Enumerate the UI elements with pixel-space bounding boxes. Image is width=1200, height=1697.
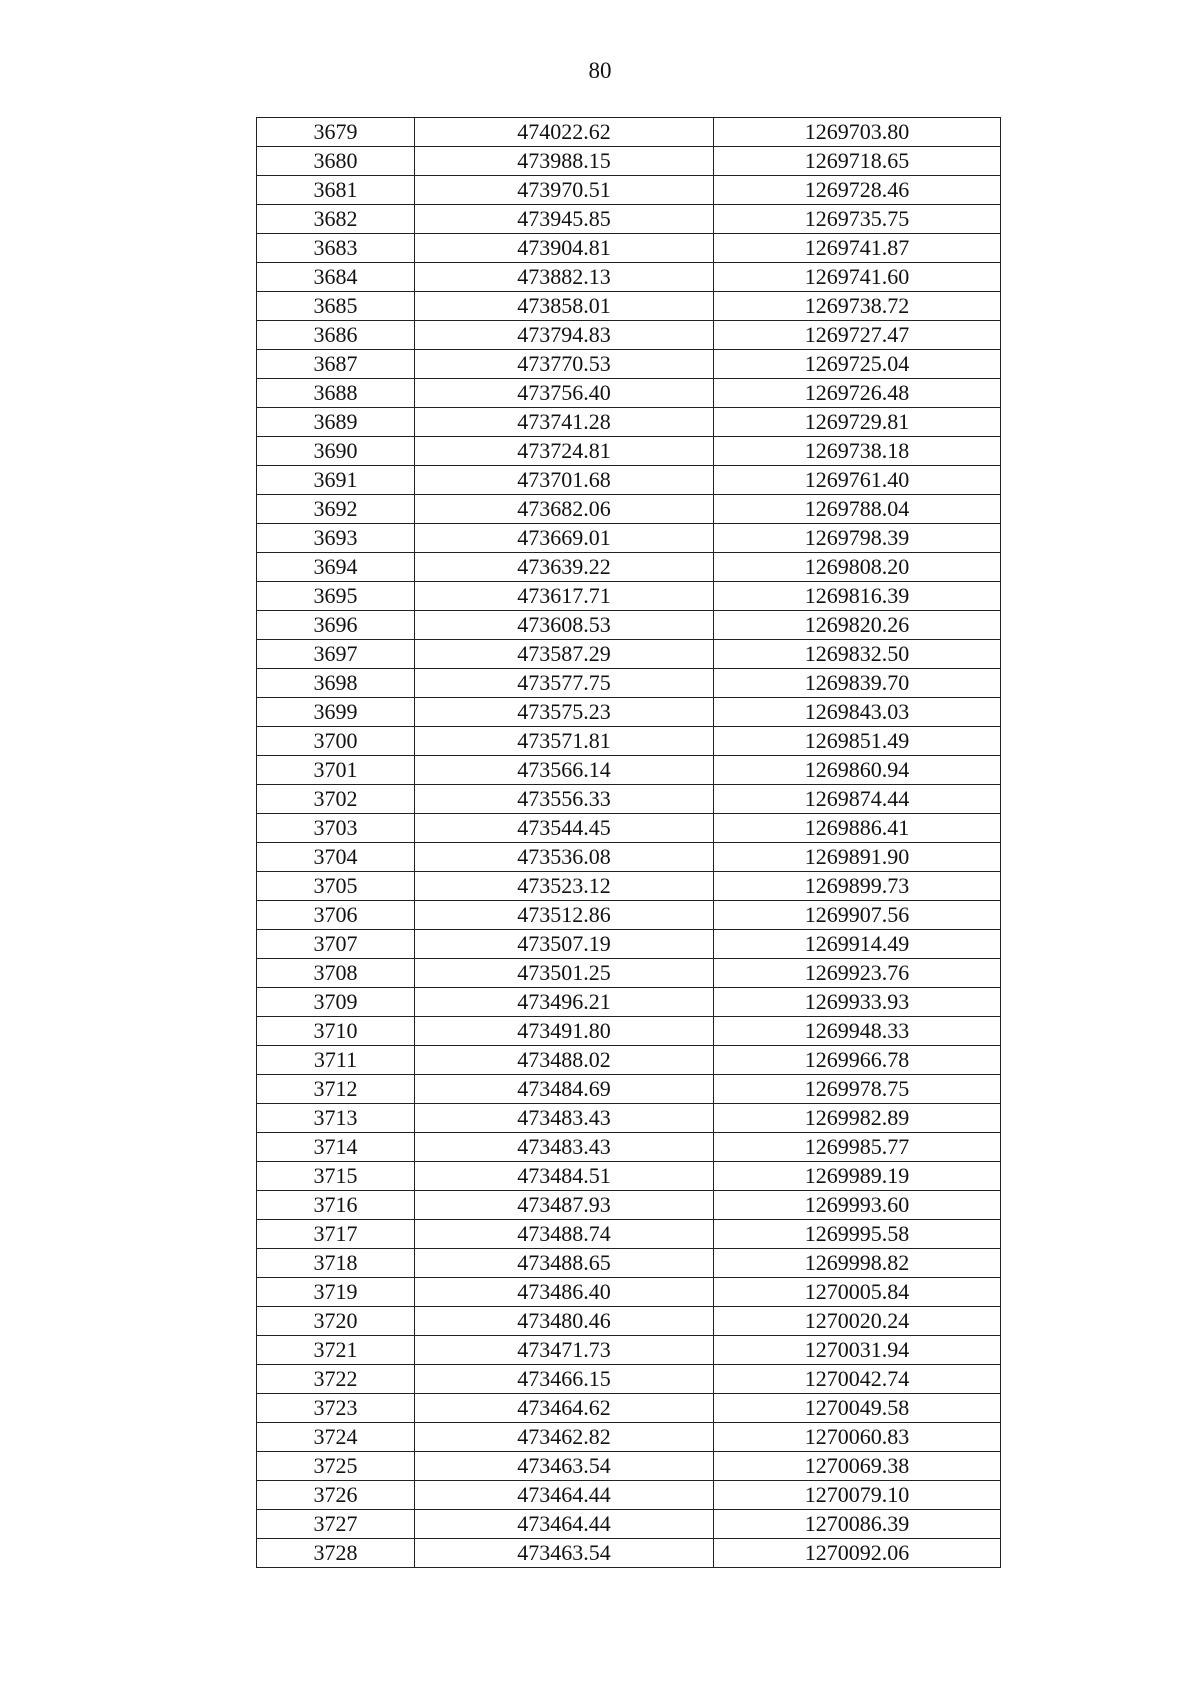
y-coordinate-cell: 1269891.90 [714, 843, 1001, 872]
y-coordinate-cell: 1269741.87 [714, 234, 1001, 263]
table-row [257, 553, 1001, 582]
table-row [257, 1162, 1001, 1191]
x-coordinate-cell: 473988.15 [415, 147, 714, 176]
y-coordinate-cell: 1269718.65 [714, 147, 1001, 176]
y-coordinate-cell: 1269914.49 [714, 930, 1001, 959]
table-row [257, 205, 1001, 234]
x-coordinate-cell: 473577.75 [415, 669, 714, 698]
table-row [257, 1133, 1001, 1162]
point-number-cell: 3716 [257, 1191, 415, 1220]
table-row [257, 1423, 1001, 1452]
x-coordinate-cell: 473463.54 [415, 1539, 714, 1568]
table-row [257, 1220, 1001, 1249]
point-number-cell: 3713 [257, 1104, 415, 1133]
x-coordinate-cell: 473501.25 [415, 959, 714, 988]
y-coordinate-cell: 1269726.48 [714, 379, 1001, 408]
y-coordinate-cell: 1270005.84 [714, 1278, 1001, 1307]
x-coordinate-cell: 473970.51 [415, 176, 714, 205]
y-coordinate-cell: 1269860.94 [714, 756, 1001, 785]
x-coordinate-cell: 473496.21 [415, 988, 714, 1017]
table-row [257, 698, 1001, 727]
table-row [257, 437, 1001, 466]
y-coordinate-cell: 1269725.04 [714, 350, 1001, 379]
y-coordinate-cell: 1269899.73 [714, 872, 1001, 901]
y-coordinate-cell: 1269982.89 [714, 1104, 1001, 1133]
y-coordinate-cell: 1270092.06 [714, 1539, 1001, 1568]
x-coordinate-cell: 473945.85 [415, 205, 714, 234]
point-number-cell: 3708 [257, 959, 415, 988]
table-row [257, 408, 1001, 437]
point-number-cell: 3722 [257, 1365, 415, 1394]
table-row [257, 988, 1001, 1017]
y-coordinate-cell: 1269933.93 [714, 988, 1001, 1017]
point-number-cell: 3686 [257, 321, 415, 350]
x-coordinate-cell: 473741.28 [415, 408, 714, 437]
point-number-cell: 3684 [257, 263, 415, 292]
y-coordinate-cell: 1269851.49 [714, 727, 1001, 756]
y-coordinate-cell: 1270042.74 [714, 1365, 1001, 1394]
x-coordinate-cell: 473756.40 [415, 379, 714, 408]
x-coordinate-cell: 473794.83 [415, 321, 714, 350]
x-coordinate-cell: 474022.62 [415, 118, 714, 147]
x-coordinate-cell: 473575.23 [415, 698, 714, 727]
x-coordinate-cell: 473483.43 [415, 1104, 714, 1133]
point-number-cell: 3712 [257, 1075, 415, 1104]
table-row [257, 495, 1001, 524]
x-coordinate-cell: 473770.53 [415, 350, 714, 379]
point-number-cell: 3704 [257, 843, 415, 872]
table-row [257, 1249, 1001, 1278]
y-coordinate-cell: 1269948.33 [714, 1017, 1001, 1046]
table-row [257, 524, 1001, 553]
point-number-cell: 3721 [257, 1336, 415, 1365]
table-row [257, 1307, 1001, 1336]
x-coordinate-cell: 473882.13 [415, 263, 714, 292]
x-coordinate-cell: 473556.33 [415, 785, 714, 814]
point-number-cell: 3701 [257, 756, 415, 785]
table-row [257, 582, 1001, 611]
point-number-cell: 3717 [257, 1220, 415, 1249]
point-number-cell: 3694 [257, 553, 415, 582]
point-number-cell: 3705 [257, 872, 415, 901]
coordinates-table [256, 117, 1001, 1568]
point-number-cell: 3688 [257, 379, 415, 408]
table-row [257, 1365, 1001, 1394]
y-coordinate-cell: 1269993.60 [714, 1191, 1001, 1220]
y-coordinate-cell: 1270020.24 [714, 1307, 1001, 1336]
x-coordinate-cell: 473471.73 [415, 1336, 714, 1365]
point-number-cell: 3706 [257, 901, 415, 930]
x-coordinate-cell: 473466.15 [415, 1365, 714, 1394]
point-number-cell: 3682 [257, 205, 415, 234]
table-row [257, 321, 1001, 350]
y-coordinate-cell: 1269738.72 [714, 292, 1001, 321]
y-coordinate-cell: 1269816.39 [714, 582, 1001, 611]
y-coordinate-cell: 1269843.03 [714, 698, 1001, 727]
y-coordinate-cell: 1270060.83 [714, 1423, 1001, 1452]
y-coordinate-cell: 1269798.39 [714, 524, 1001, 553]
table-row [257, 1017, 1001, 1046]
table-row [257, 1278, 1001, 1307]
point-number-cell: 3724 [257, 1423, 415, 1452]
y-coordinate-cell: 1269832.50 [714, 640, 1001, 669]
x-coordinate-cell: 473512.86 [415, 901, 714, 930]
table-row [257, 843, 1001, 872]
x-coordinate-cell: 473464.44 [415, 1510, 714, 1539]
table-row [257, 727, 1001, 756]
x-coordinate-cell: 473858.01 [415, 292, 714, 321]
point-number-cell: 3695 [257, 582, 415, 611]
point-number-cell: 3698 [257, 669, 415, 698]
x-coordinate-cell: 473487.93 [415, 1191, 714, 1220]
x-coordinate-cell: 473480.46 [415, 1307, 714, 1336]
point-number-cell: 3691 [257, 466, 415, 495]
x-coordinate-cell: 473463.54 [415, 1452, 714, 1481]
x-coordinate-cell: 473464.62 [415, 1394, 714, 1423]
x-coordinate-cell: 473536.08 [415, 843, 714, 872]
y-coordinate-cell: 1269735.75 [714, 205, 1001, 234]
table-row [257, 1104, 1001, 1133]
point-number-cell: 3728 [257, 1539, 415, 1568]
x-coordinate-cell: 473544.45 [415, 814, 714, 843]
point-number-cell: 3700 [257, 727, 415, 756]
x-coordinate-cell: 473488.65 [415, 1249, 714, 1278]
table-row [257, 234, 1001, 263]
table-row [257, 640, 1001, 669]
point-number-cell: 3715 [257, 1162, 415, 1191]
x-coordinate-cell: 473462.82 [415, 1423, 714, 1452]
point-number-cell: 3718 [257, 1249, 415, 1278]
x-coordinate-cell: 473488.02 [415, 1046, 714, 1075]
point-number-cell: 3711 [257, 1046, 415, 1075]
y-coordinate-cell: 1269995.58 [714, 1220, 1001, 1249]
x-coordinate-cell: 473904.81 [415, 234, 714, 263]
point-number-cell: 3690 [257, 437, 415, 466]
y-coordinate-cell: 1269729.81 [714, 408, 1001, 437]
table-row [257, 350, 1001, 379]
y-coordinate-cell: 1269703.80 [714, 118, 1001, 147]
page-number: 80 [588, 58, 612, 83]
table-row [257, 1075, 1001, 1104]
table-row [257, 263, 1001, 292]
y-coordinate-cell: 1269727.47 [714, 321, 1001, 350]
x-coordinate-cell: 473701.68 [415, 466, 714, 495]
table-row [257, 872, 1001, 901]
x-coordinate-cell: 473484.51 [415, 1162, 714, 1191]
table-row [257, 1452, 1001, 1481]
y-coordinate-cell: 1269761.40 [714, 466, 1001, 495]
point-number-cell: 3679 [257, 118, 415, 147]
point-number-cell: 3726 [257, 1481, 415, 1510]
y-coordinate-cell: 1270049.58 [714, 1394, 1001, 1423]
point-number-cell: 3680 [257, 147, 415, 176]
point-number-cell: 3683 [257, 234, 415, 263]
point-number-cell: 3707 [257, 930, 415, 959]
x-coordinate-cell: 473507.19 [415, 930, 714, 959]
y-coordinate-cell: 1269886.41 [714, 814, 1001, 843]
y-coordinate-cell: 1269820.26 [714, 611, 1001, 640]
y-coordinate-cell: 1269989.19 [714, 1162, 1001, 1191]
x-coordinate-cell: 473682.06 [415, 495, 714, 524]
x-coordinate-cell: 473587.29 [415, 640, 714, 669]
coordinates-table-body [257, 118, 1001, 1568]
point-number-cell: 3689 [257, 408, 415, 437]
point-number-cell: 3687 [257, 350, 415, 379]
point-number-cell: 3697 [257, 640, 415, 669]
y-coordinate-cell: 1269907.56 [714, 901, 1001, 930]
table-row [257, 611, 1001, 640]
x-coordinate-cell: 473486.40 [415, 1278, 714, 1307]
y-coordinate-cell: 1270079.10 [714, 1481, 1001, 1510]
table-row [257, 1046, 1001, 1075]
point-number-cell: 3719 [257, 1278, 415, 1307]
y-coordinate-cell: 1269874.44 [714, 785, 1001, 814]
y-coordinate-cell: 1269788.04 [714, 495, 1001, 524]
y-coordinate-cell: 1270069.38 [714, 1452, 1001, 1481]
point-number-cell: 3723 [257, 1394, 415, 1423]
y-coordinate-cell: 1270031.94 [714, 1336, 1001, 1365]
table-row [257, 669, 1001, 698]
point-number-cell: 3692 [257, 495, 415, 524]
y-coordinate-cell: 1269738.18 [714, 437, 1001, 466]
x-coordinate-cell: 473491.80 [415, 1017, 714, 1046]
table-row [257, 466, 1001, 495]
x-coordinate-cell: 473566.14 [415, 756, 714, 785]
point-number-cell: 3681 [257, 176, 415, 205]
table-row [257, 379, 1001, 408]
point-number-cell: 3696 [257, 611, 415, 640]
table-row [257, 1336, 1001, 1365]
table-row [257, 901, 1001, 930]
y-coordinate-cell: 1270086.39 [714, 1510, 1001, 1539]
table-row [257, 756, 1001, 785]
point-number-cell: 3720 [257, 1307, 415, 1336]
table-row [257, 785, 1001, 814]
table-row [257, 1510, 1001, 1539]
table-row [257, 1394, 1001, 1423]
table-row [257, 1191, 1001, 1220]
x-coordinate-cell: 473488.74 [415, 1220, 714, 1249]
point-number-cell: 3693 [257, 524, 415, 553]
x-coordinate-cell: 473669.01 [415, 524, 714, 553]
y-coordinate-cell: 1269978.75 [714, 1075, 1001, 1104]
y-coordinate-cell: 1269839.70 [714, 669, 1001, 698]
table-row [257, 1539, 1001, 1568]
table-row [257, 118, 1001, 147]
y-coordinate-cell: 1269923.76 [714, 959, 1001, 988]
x-coordinate-cell: 473608.53 [415, 611, 714, 640]
point-number-cell: 3709 [257, 988, 415, 1017]
y-coordinate-cell: 1269741.60 [714, 263, 1001, 292]
x-coordinate-cell: 473639.22 [415, 553, 714, 582]
table-row [257, 176, 1001, 205]
x-coordinate-cell: 473483.43 [415, 1133, 714, 1162]
y-coordinate-cell: 1269966.78 [714, 1046, 1001, 1075]
table-row [257, 147, 1001, 176]
x-coordinate-cell: 473484.69 [415, 1075, 714, 1104]
x-coordinate-cell: 473523.12 [415, 872, 714, 901]
y-coordinate-cell: 1269985.77 [714, 1133, 1001, 1162]
point-number-cell: 3727 [257, 1510, 415, 1539]
table-row [257, 1481, 1001, 1510]
point-number-cell: 3699 [257, 698, 415, 727]
point-number-cell: 3703 [257, 814, 415, 843]
table-row [257, 930, 1001, 959]
y-coordinate-cell: 1269808.20 [714, 553, 1001, 582]
x-coordinate-cell: 473724.81 [415, 437, 714, 466]
point-number-cell: 3702 [257, 785, 415, 814]
table-row [257, 292, 1001, 321]
y-coordinate-cell: 1269728.46 [714, 176, 1001, 205]
x-coordinate-cell: 473571.81 [415, 727, 714, 756]
y-coordinate-cell: 1269998.82 [714, 1249, 1001, 1278]
point-number-cell: 3714 [257, 1133, 415, 1162]
x-coordinate-cell: 473464.44 [415, 1481, 714, 1510]
table-row [257, 814, 1001, 843]
point-number-cell: 3685 [257, 292, 415, 321]
point-number-cell: 3710 [257, 1017, 415, 1046]
point-number-cell: 3725 [257, 1452, 415, 1481]
table-row [257, 959, 1001, 988]
x-coordinate-cell: 473617.71 [415, 582, 714, 611]
